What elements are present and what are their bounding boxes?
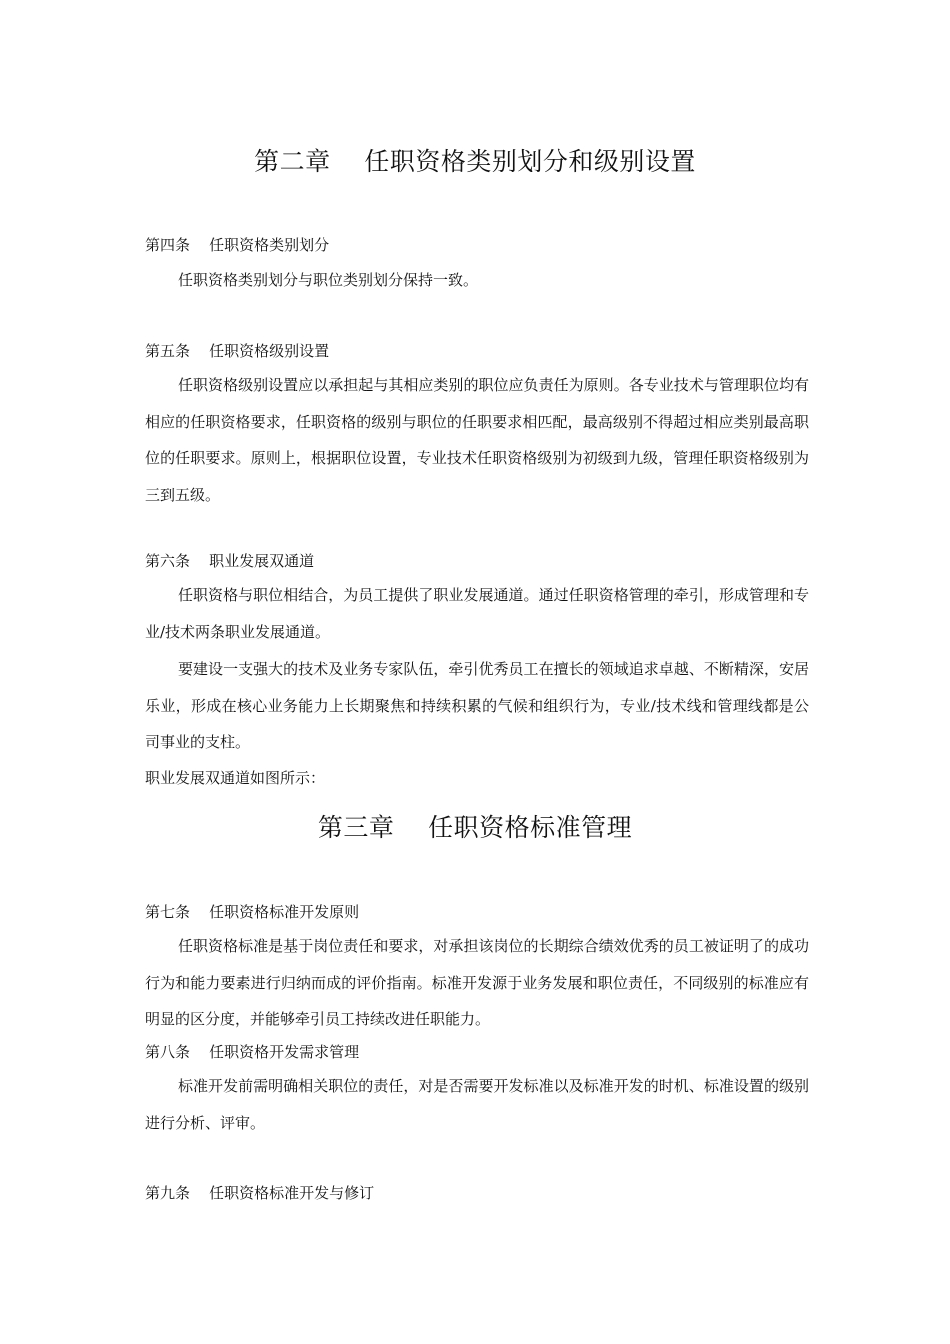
article-4-body: 任职资格类别划分与职位类别划分保持一致。	[178, 271, 479, 289]
article-8-body: 标准开发前需明确相关职位的责任，对是否需要开发标准以及标准开发的时机、标准设置的级别进行分析、评审。	[145, 1077, 809, 1132]
article-5-heading: 第五条 任职资格级别设置	[145, 342, 330, 360]
article-6-body-2: 要建设一支强大的技术及业务专家队伍，牵引优秀员工在擅长的领域追求卓越、不断精深，安居乐业，形成在核心业务能力上长期聚焦和持续积累的气候和组织行为，专业/技术线和管理线都是公司事业的支柱。	[145, 660, 809, 751]
article-6-heading: 第六条 职业发展双通道	[145, 552, 315, 570]
article-6-body-3: 职业发展双通道如图所示：	[145, 769, 326, 787]
article-6-body-1: 任职资格与职位相结合，为员工提供了职业发展通道。通过任职资格管理的牵引，形成管理和专业/技术两条职业发展通道。	[145, 586, 809, 641]
article-9-heading: 第九条 任职资格标准开发与修订	[145, 1184, 375, 1202]
chapter-2-title: 第二章 任职资格类别划分和级别设置	[254, 147, 696, 176]
article-7-heading: 第七条 任职资格标准开发原则	[145, 903, 360, 921]
article-4-heading: 第四条 任职资格类别划分	[145, 236, 330, 254]
article-7-body: 任职资格标准是基于岗位责任和要求，对承担该岗位的长期综合绩效优秀的员工被证明了的成功行为和能力要素进行归纳而成的评价指南。标准开发源于业务发展和职位责任，不同级别的标准应有明显的区分度，并能够牵引员工持续改进任职能力。	[145, 937, 809, 1028]
chapter-3-title: 第三章 任职资格标准管理	[317, 813, 633, 842]
article-5-body: 任职资格级别设置应以承担起与其相应类别的职位应负责任为原则。各专业技术与管理职位均有相应的任职资格要求，任职资格的级别与职位的任职要求相匹配，最高级别不得超过相应类别最高职位的任职要求。原则上，根据职位设置，专业技术任职资格级别为初级到九级，管理任职资格级别为三到五级。	[145, 376, 809, 504]
article-8-heading: 第八条 任职资格开发需求管理	[145, 1043, 360, 1061]
